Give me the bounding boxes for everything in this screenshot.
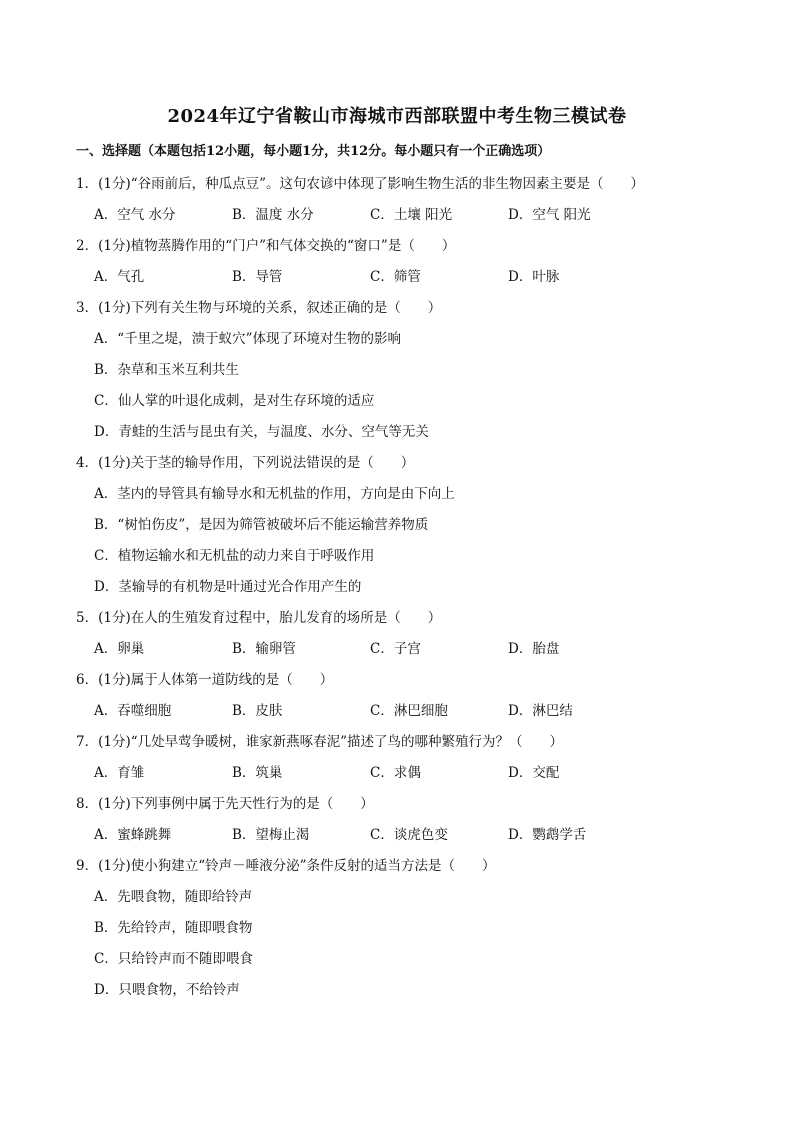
answer-option: A．空气 水分	[94, 207, 176, 223]
question-item	[76, 606, 726, 668]
answer-option: D．交配	[508, 765, 560, 781]
question-stem: 3．(1分)下列有关生物与环境的关系，叙述正确的是（ ）	[76, 300, 442, 316]
question-item	[76, 451, 726, 606]
option-row	[76, 761, 726, 792]
answer-option: B．输卵管	[232, 641, 296, 657]
answer-option: A．蜜蜂跳舞	[94, 827, 172, 843]
answer-option: B．“树怕伤皮”，是因为筛管被破坏后不能运输营养物质	[94, 517, 429, 533]
question-item	[76, 854, 726, 1009]
answer-option: B．杂草和玉米互利共生	[94, 362, 239, 378]
answer-option: B．温度 水分	[232, 207, 314, 223]
answer-option: C．筛管	[370, 269, 421, 285]
answer-option: B．筑巢	[232, 765, 283, 781]
answer-option: A．气孔	[94, 269, 145, 285]
answer-option: C．只给铃声而不随即喂食	[94, 951, 253, 967]
section-heading: 一、选择题（本题包括12小题，每小题1分，共12分。每小题只有一个正确选项）	[76, 144, 551, 159]
answer-option: D．叶脉	[508, 269, 560, 285]
answer-option: D．淋巴结	[508, 703, 573, 719]
answer-option: C．谈虎色变	[370, 827, 448, 843]
question-item	[76, 234, 726, 296]
question-list	[76, 172, 726, 1009]
answer-option: D．空气 阳光	[508, 207, 591, 223]
question-stem: 1．(1分)“谷雨前后，种瓜点豆”。这句农谚中体现了影响生物生活的非生物因素主要是（ ）	[76, 176, 645, 192]
question-stem: 8．(1分)下列事例中属于先天性行为的是（ ）	[76, 796, 374, 812]
answer-option: C．仙人掌的叶退化成刺，是对生存环境的适应	[94, 393, 375, 409]
answer-option: D．鹦鹉学舌	[508, 827, 587, 843]
question-stem: 7．(1分)“几处早莺争暖树，谁家新燕啄春泥”描述了鸟的哪种繁殖行为？（ ）	[76, 734, 564, 750]
question-item	[76, 296, 726, 451]
question-stem: 5．(1分)在人的生殖发育过程中，胎儿发育的场所是（ ）	[76, 610, 442, 626]
answer-option: A．卵巢	[94, 641, 145, 657]
answer-option: D．茎输导的有机物是叶通过光合作用产生的	[94, 579, 362, 595]
answer-option: B．望梅止渴	[232, 827, 310, 843]
answer-option: C．子宫	[370, 641, 421, 657]
answer-option: A．茎内的导管具有输导水和无机盐的作用，方向是由下向上	[94, 486, 455, 502]
question-item	[76, 172, 726, 234]
exam-title: 2024年辽宁省鞍山市海城市西部联盟中考生物三模试卷	[167, 106, 627, 127]
answer-option: A．“千里之堤，溃于蚁穴”体现了环境对生物的影响	[94, 331, 402, 347]
option-row	[76, 203, 726, 234]
answer-option: B．先给铃声，随即喂食物	[94, 920, 253, 936]
question-item	[76, 792, 726, 854]
answer-option: D．胎盘	[508, 641, 560, 657]
question-stem: 6．(1分)属于人体第一道防线的是（ ）	[76, 672, 334, 688]
question-stem: 2．(1分)植物蒸腾作用的“门户”和气体交换的“窗口”是（ ）	[76, 238, 456, 254]
answer-option: A．吞噬细胞	[94, 703, 172, 719]
option-row	[76, 637, 726, 668]
answer-option: D．青蛙的生活与昆虫有关，与温度、水分、空气等无关	[94, 424, 429, 440]
option-row	[76, 265, 726, 296]
answer-option: C．淋巴细胞	[370, 703, 448, 719]
question-item	[76, 668, 726, 730]
option-row	[76, 699, 726, 730]
question-item	[76, 730, 726, 792]
answer-option: A．先喂食物，随即给铃声	[94, 889, 253, 905]
option-row	[76, 823, 726, 854]
answer-option: C．植物运输水和无机盐的动力来自于呼吸作用	[94, 548, 375, 564]
answer-option: B．导管	[232, 269, 283, 285]
answer-option: C．求偶	[370, 765, 421, 781]
question-stem: 4．(1分)关于茎的输导作用，下列说法错误的是（ ）	[76, 455, 415, 471]
answer-option: A．育雏	[94, 765, 145, 781]
answer-option: D．只喂食物，不给铃声	[94, 982, 240, 998]
question-stem: 9．(1分)使小狗建立“铃声－唾液分泌”条件反射的适当方法是（ ）	[76, 858, 496, 874]
answer-option: C．土壤 阳光	[370, 207, 453, 223]
answer-option: B．皮肤	[232, 703, 283, 719]
